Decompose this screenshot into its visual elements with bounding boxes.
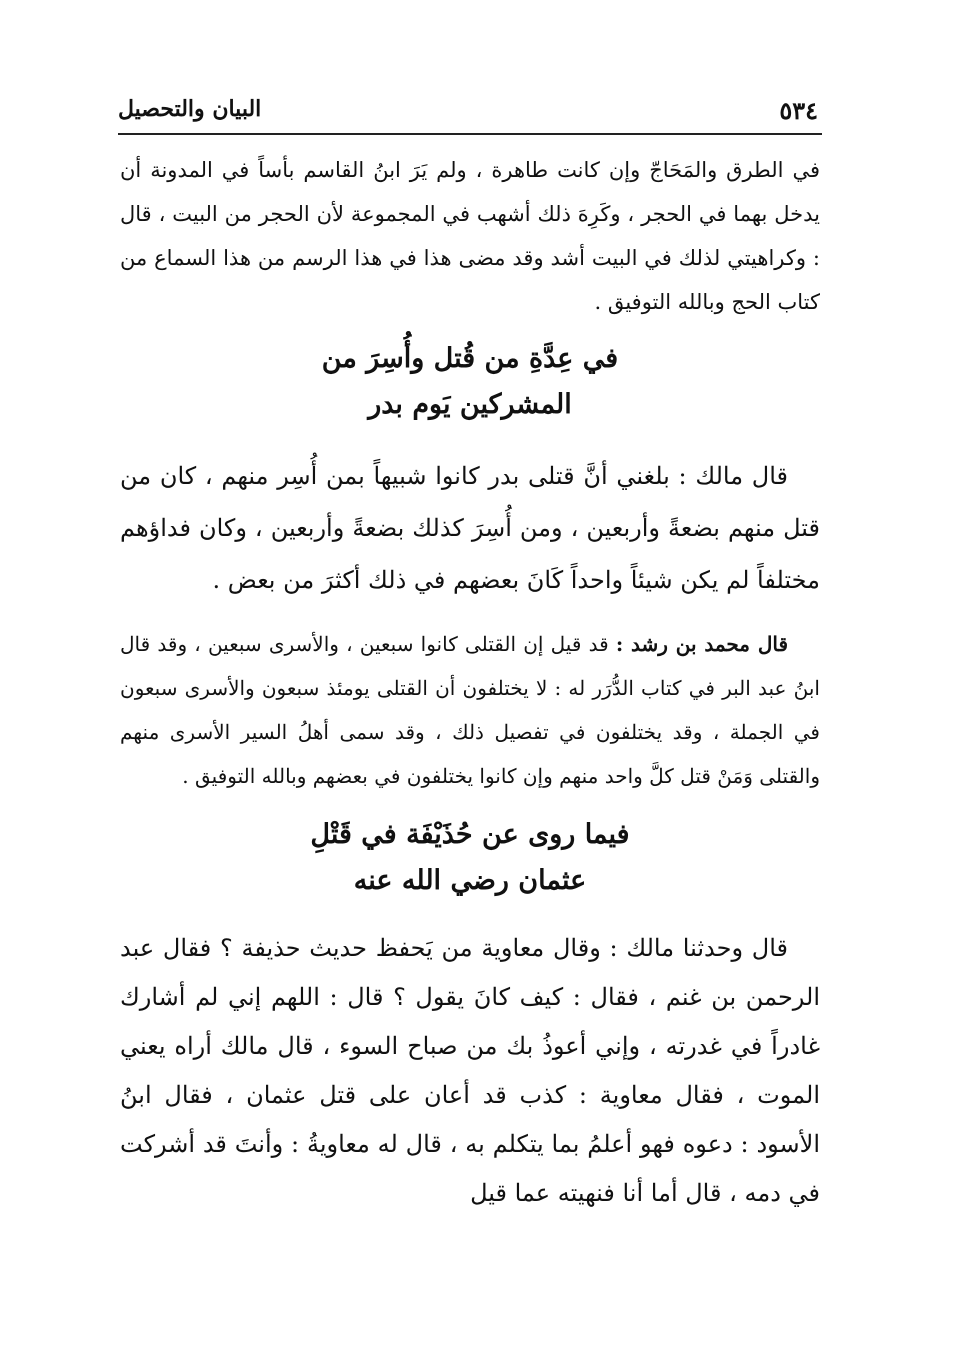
commentary-lead: قال محمد بن رشد : (615, 632, 789, 656)
heading-hudhayfa-line-2: عثمان رضي الله عنه (353, 865, 587, 896)
heading-badr-line-2: المشركين يَوم بدر (368, 389, 572, 420)
paragraph-hajj-continuation: في الطرق والمَحَاجّ وإن كانت طاهرة ، ولم يَرَ ابنُ القاسم بأساً في المدونة أن يدخل بهما في الحجر ، وكَرِهَ ذلك أشهب في المجموعة لأن الحجر من البيت ، قال : وكراهيتي لذلك في البيت أشد وقد مضى هذا في هذا الرسم من هذا السماع من كتاب الحج وبالله التوفيق . (120, 158, 820, 314)
page-header (118, 92, 818, 128)
paragraph-muawiya-hudhayfa: قال وحدثنا مالك : وقال معاوية من يَحفظ حديث حذيفة ؟ فقال عبد الرحمن بن غنم ، فقال : كيف كانَ يقول ؟ قال : اللهم إني لم أشارك غادراً في غدرته ، وإني أعوذُ بك من صباح السوء ، قال مالك أراه يعني الموت ، فقال معاوية : كذب قد أعان على قتل عثمان ، فقال ابنُ الأسود : دعوه فهو أعلمُ بما يتكلم به ، قال له معاويةُ : وأنتَ قد أشركت في دمه ، قال أما أنا فنهيته عما قيل (120, 934, 820, 1207)
paragraph-ibn-rushd-commentary (120, 622, 820, 798)
heading-hudhayfa-line-1: فيما روى عن حُذَيْفَة في قَتْلِ (310, 819, 630, 850)
page-number: ٥٣٤ (779, 96, 818, 125)
commentary-body: قد قيل إن القتلى كانوا سبعين ، والأسرى سبعين ، وقد قال ابنُ عبد البر في كتاب الدُّرَر له : لا يختلفون أن القتلى يومئذ سبعون والأسرى سبعون في الجملة ، وقد يختلفون في تفصيل ذلك ، وقد سمى أهلُ السير الأسرى منهم والقتلى وَمَنْ قتل كلَّ واحد منهم وإن كانوا يختلفون في بعضهم وبالله التوفيق . (120, 632, 820, 788)
section-heading-hudhayfa (120, 812, 820, 904)
header-rule (118, 133, 822, 135)
paragraph-malik-badr: قال مالك : بلغني أنَّ قتلى بدر كانوا شبيهاً بمن أُسِر منهم ، كان من قتل منهم بضعةً وأربعين ، ومن أُسِرَ كذلك بضعةً وأربعين ، وكان فداؤهم مختلفاً لم يكن شيئاً واحداً كَانَ بعضهم في ذلك أكثرَ من بعض . (120, 462, 820, 594)
section-heading-badr (120, 336, 820, 428)
running-title: البيان والتحصيل (118, 96, 262, 122)
page-content (120, 148, 820, 1218)
heading-badr-line-1: في عِدَّةِ من قُتل وأُسِرَ من (321, 343, 619, 374)
